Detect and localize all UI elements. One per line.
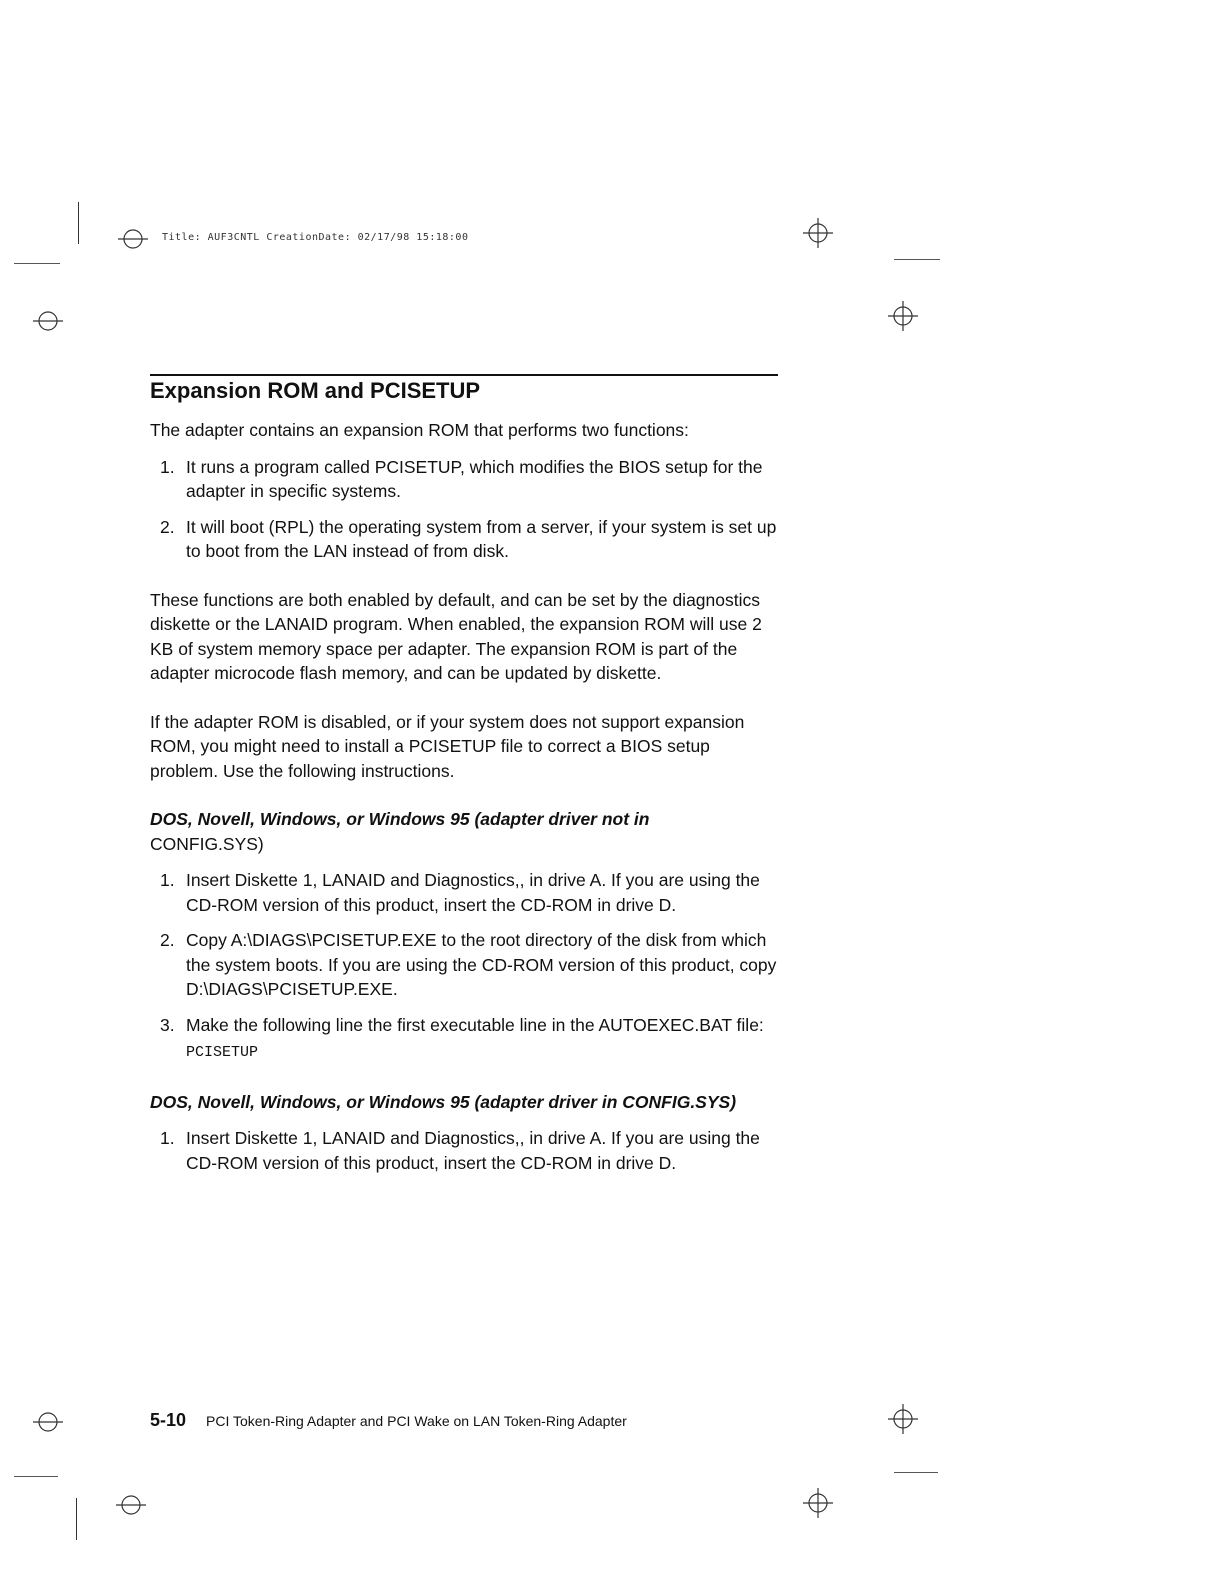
list-number: 2. [160, 516, 175, 537]
registration-half-circle-icon [33, 1407, 63, 1437]
list-item-text: Make the following line the first executable line in the AUTOEXEC.BAT file: [186, 1014, 764, 1035]
defaults-paragraph: These functions are both enabled by default, and can be set by the diagnostics diskette or the LANAID program. When enabled, the expansion ROM will use 2 KB of system memory space per adapter. The expansion ROM is part of the adapter microcode flash memory, and can be updated by diskette. [150, 589, 762, 683]
list-item-text: It will boot (RPL) the operating system from a server, if your system is set up to boot from the LAN instead of from disk. [186, 516, 777, 561]
footer-title: PCI Token-Ring Adapter and PCI Wake on LAN Token-Ring Adapter [206, 1413, 627, 1429]
list-number: 1. [160, 870, 175, 890]
subheading-driver-in-config [150, 1090, 780, 1115]
list-item [150, 1013, 780, 1066]
list-item-text: Copy A:\DIAGS\PCISETUP.EXE to the root directory of the disk from which the system boots. If you are using the CD-ROM version of this product, copy D:\DIAGS\PCISETUP.EXE. [186, 930, 777, 999]
page-number: 5-10 [150, 1410, 187, 1430]
registration-half-circle-icon [116, 1490, 146, 1520]
list-item-text: Insert Diskette 1, LANAID and Diagnostics,, in drive A. If you are using the CD-ROM version of this product, insert the CD-ROM in drive D. [186, 870, 760, 915]
subheading-text-rest: CONFIG.SYS) [150, 833, 264, 854]
list-item [150, 515, 780, 564]
registration-crosshair-icon [888, 301, 918, 331]
list-item-text: Insert Diskette 1, LANAID and Diagnostics,, in drive A. If you are using the CD-ROM version of this product, insert the CD-ROM in drive D. [186, 1128, 760, 1173]
section-rule [150, 374, 778, 376]
registration-half-circle-icon [118, 224, 148, 254]
code-line: PCISETUP [186, 1044, 259, 1061]
list-item-text: It runs a program called PCISETUP, which modifies the BIOS setup for the adapter in specific systems. [186, 456, 763, 501]
crop-mark-horizontal-top-right [894, 259, 940, 260]
steps-list-driver-in-config [150, 1126, 780, 1175]
registration-half-circle-icon [33, 306, 63, 336]
crop-mark-vertical-top-left [78, 202, 79, 244]
list-number: 1. [160, 1128, 175, 1148]
print-header: Title: AUF3CNTL CreationDate: 02/17/98 15:18:00 [162, 232, 469, 243]
list-item [150, 1126, 780, 1175]
crop-mark-horizontal-top-left [14, 263, 60, 264]
list-item [150, 928, 780, 1002]
list-number: 1. [160, 456, 175, 477]
registration-crosshair-icon [803, 218, 833, 248]
subheading-text: DOS, Novell, Windows, or Windows 95 (adapter driver not in [150, 809, 650, 829]
page-content [150, 378, 780, 1199]
subheading-driver-not-in-config [150, 807, 780, 856]
functions-list [150, 455, 780, 564]
steps-list-driver-not-in-config [150, 868, 780, 1066]
page-footer [150, 1410, 627, 1431]
list-number: 2. [160, 930, 175, 950]
subheading-text: DOS, Novell, Windows, or Windows 95 (adapter driver in CONFIG.SYS) [150, 1091, 737, 1112]
registration-crosshair-icon [888, 1404, 918, 1434]
list-item [150, 868, 780, 917]
crop-mark-vertical-bottom-left [76, 1498, 77, 1540]
registration-crosshair-icon [803, 1488, 833, 1518]
list-item [150, 455, 780, 504]
list-number: 3. [160, 1014, 175, 1035]
crop-mark-horizontal-bottom-right [894, 1472, 938, 1473]
disabled-rom-paragraph: If the adapter ROM is disabled, or if your system does not support expansion ROM, you might need to install a PCISETUP file to correct a BIOS setup problem. Use the following instructions. [150, 711, 745, 781]
section-title: Expansion ROM and PCISETUP [150, 378, 481, 403]
intro-paragraph: The adapter contains an expansion ROM that performs two functions: [150, 420, 689, 440]
crop-mark-horizontal-bottom-left [14, 1476, 58, 1477]
